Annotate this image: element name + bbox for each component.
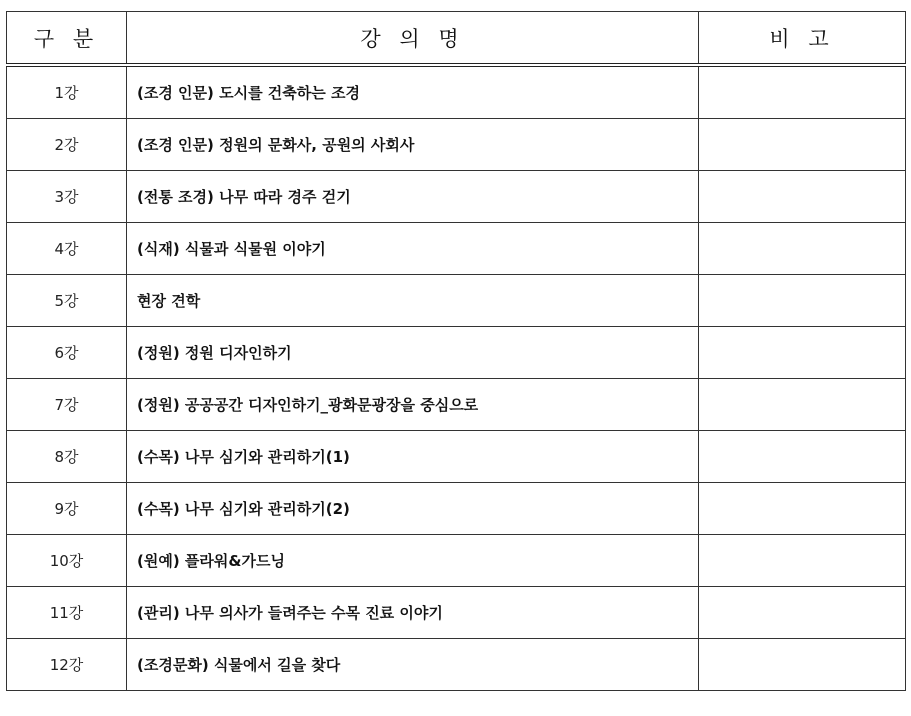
table-header bbox=[7, 12, 906, 66]
lecture-title: (식재) 식물과 식물원 이야기 bbox=[127, 223, 699, 275]
lecture-title: (조경 인문) 도시를 건축하는 조경 bbox=[127, 65, 699, 119]
table-row bbox=[7, 483, 906, 535]
lecture-title: (관리) 나무 의사가 들려주는 수목 진료 이야기 bbox=[127, 587, 699, 639]
lecture-number: 3강 bbox=[7, 171, 127, 223]
table-row bbox=[7, 65, 906, 119]
table-row bbox=[7, 327, 906, 379]
lecture-title: (수목) 나무 심기와 관리하기(2) bbox=[127, 483, 699, 535]
table-row bbox=[7, 379, 906, 431]
lecture-note[interactable] bbox=[699, 171, 906, 223]
lecture-title: (원예) 플라워&가드닝 bbox=[127, 535, 699, 587]
lecture-schedule-table bbox=[6, 11, 906, 691]
lecture-note[interactable] bbox=[699, 327, 906, 379]
table-row bbox=[7, 275, 906, 327]
lecture-number: 5강 bbox=[7, 275, 127, 327]
lecture-number: 7강 bbox=[7, 379, 127, 431]
lecture-title: (수목) 나무 심기와 관리하기(1) bbox=[127, 431, 699, 483]
header-note: 비 고 bbox=[699, 12, 906, 66]
lecture-note[interactable] bbox=[699, 483, 906, 535]
lecture-note[interactable] bbox=[699, 535, 906, 587]
lecture-number: 6강 bbox=[7, 327, 127, 379]
table-row bbox=[7, 587, 906, 639]
lecture-title: (조경 인문) 정원의 문화사, 공원의 사회사 bbox=[127, 119, 699, 171]
table-row bbox=[7, 639, 906, 691]
table-row bbox=[7, 223, 906, 275]
lecture-number: 1강 bbox=[7, 65, 127, 119]
table-row bbox=[7, 119, 906, 171]
lecture-number: 11강 bbox=[7, 587, 127, 639]
table-row bbox=[7, 535, 906, 587]
lecture-note[interactable] bbox=[699, 379, 906, 431]
lecture-number: 2강 bbox=[7, 119, 127, 171]
lecture-number: 12강 bbox=[7, 639, 127, 691]
lecture-note[interactable] bbox=[699, 275, 906, 327]
lecture-note[interactable] bbox=[699, 587, 906, 639]
lecture-title: (정원) 공공공간 디자인하기_광화문광장을 중심으로 bbox=[127, 379, 699, 431]
lecture-title: (정원) 정원 디자인하기 bbox=[127, 327, 699, 379]
lecture-note[interactable] bbox=[699, 431, 906, 483]
header-lecture-name: 강 의 명 bbox=[127, 12, 699, 66]
lecture-note[interactable] bbox=[699, 639, 906, 691]
lecture-title: (전통 조경) 나무 따라 경주 걷기 bbox=[127, 171, 699, 223]
lecture-number: 9강 bbox=[7, 483, 127, 535]
lecture-note[interactable] bbox=[699, 119, 906, 171]
table-row bbox=[7, 171, 906, 223]
lecture-number: 10강 bbox=[7, 535, 127, 587]
lecture-number: 4강 bbox=[7, 223, 127, 275]
header-category: 구 분 bbox=[7, 12, 127, 66]
table-row bbox=[7, 431, 906, 483]
table-body bbox=[7, 65, 906, 691]
header-row bbox=[7, 12, 906, 66]
lecture-number: 8강 bbox=[7, 431, 127, 483]
lecture-title: 현장 견학 bbox=[127, 275, 699, 327]
lecture-note[interactable] bbox=[699, 65, 906, 119]
lecture-note[interactable] bbox=[699, 223, 906, 275]
lecture-title: (조경문화) 식물에서 길을 찾다 bbox=[127, 639, 699, 691]
